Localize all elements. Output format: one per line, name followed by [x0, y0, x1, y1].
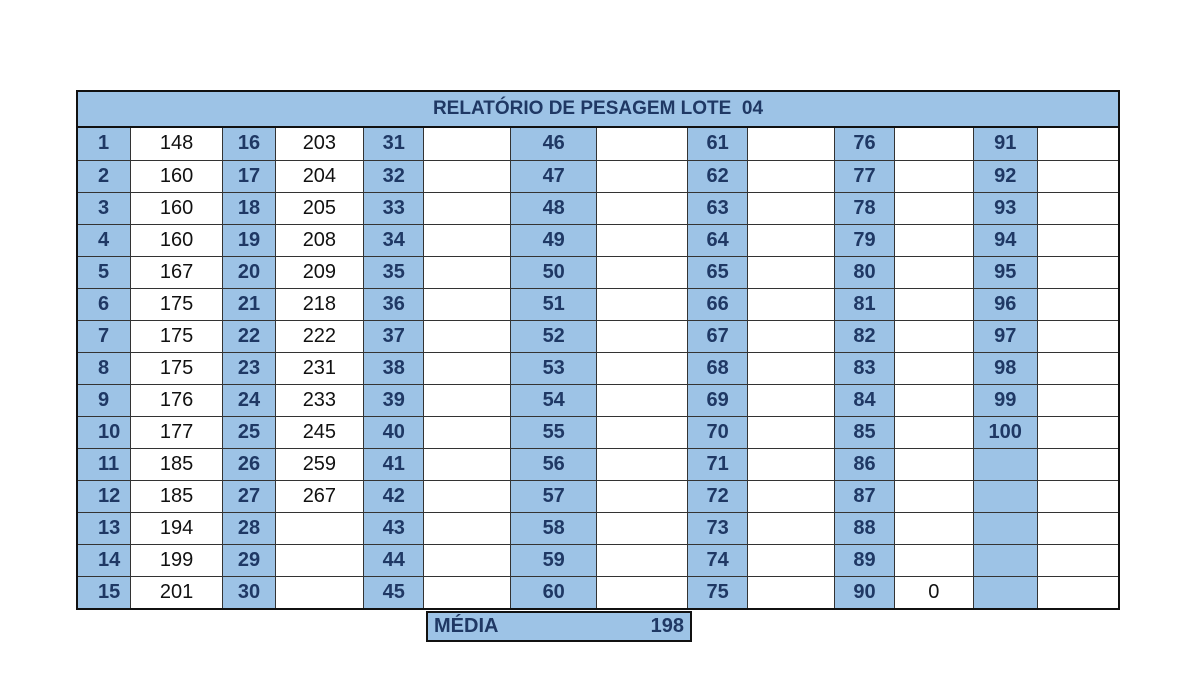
weight-cell: [895, 352, 973, 384]
weight-cell: [748, 288, 834, 320]
weight-cell: 218: [275, 288, 364, 320]
animal-number-cell: 58: [510, 512, 596, 544]
weight-cell: 160: [130, 160, 223, 192]
animal-number-cell: 71: [687, 448, 747, 480]
weight-cell: [424, 576, 510, 608]
weight-cell: 209: [275, 256, 364, 288]
animal-number-cell: 35: [364, 256, 424, 288]
animal-number-cell: 63: [687, 192, 747, 224]
animal-number-cell: 91: [973, 128, 1037, 160]
animal-number-cell: 72: [687, 480, 747, 512]
weight-cell: [1037, 512, 1118, 544]
animal-number-cell: 88: [834, 512, 894, 544]
table-row: [78, 224, 1118, 256]
animal-number-cell: 47: [510, 160, 596, 192]
weight-cell: [748, 384, 834, 416]
animal-number-cell: 19: [223, 224, 275, 256]
weight-cell: [424, 512, 510, 544]
weight-cell: 175: [130, 352, 223, 384]
weight-cell: 208: [275, 224, 364, 256]
weight-cell: [424, 448, 510, 480]
animal-number-cell: 4: [78, 224, 130, 256]
animal-number-cell: 94: [973, 224, 1037, 256]
weight-cell: [895, 224, 973, 256]
animal-number-cell: 37: [364, 320, 424, 352]
weight-cell: [597, 160, 688, 192]
animal-number-cell: 31: [364, 128, 424, 160]
weight-cell: [1037, 480, 1118, 512]
table-row: [78, 256, 1118, 288]
animal-number-cell: 36: [364, 288, 424, 320]
weight-cell: 160: [130, 192, 223, 224]
table-row: [78, 576, 1118, 608]
animal-number-cell: [973, 544, 1037, 576]
weight-cell: [748, 544, 834, 576]
weight-cell: [597, 128, 688, 160]
weight-cell: [1037, 160, 1118, 192]
animal-number-cell: 30: [223, 576, 275, 608]
animal-number-cell: 10: [78, 416, 130, 448]
weight-cell: [748, 320, 834, 352]
table-row: [78, 384, 1118, 416]
weight-cell: [424, 384, 510, 416]
animal-number-cell: 90: [834, 576, 894, 608]
animal-number-cell: 52: [510, 320, 596, 352]
weight-cell: [748, 256, 834, 288]
animal-number-cell: 59: [510, 544, 596, 576]
weight-cell: [1037, 544, 1118, 576]
weight-cell: 176: [130, 384, 223, 416]
weight-cell: [895, 480, 973, 512]
weight-cell: [895, 384, 973, 416]
animal-number-cell: 67: [687, 320, 747, 352]
weight-cell: [597, 416, 688, 448]
weight-cell: 160: [130, 224, 223, 256]
weight-cell: [1037, 352, 1118, 384]
animal-number-cell: 12: [78, 480, 130, 512]
animal-number-cell: 56: [510, 448, 596, 480]
weights-table: [78, 128, 1118, 608]
weight-cell: 175: [130, 288, 223, 320]
animal-number-cell: 80: [834, 256, 894, 288]
weight-cell: 259: [275, 448, 364, 480]
animal-number-cell: 99: [973, 384, 1037, 416]
animal-number-cell: 9: [78, 384, 130, 416]
animal-number-cell: 39: [364, 384, 424, 416]
weight-cell: [275, 544, 364, 576]
weight-cell: [597, 480, 688, 512]
weight-cell: 199: [130, 544, 223, 576]
weight-cell: [895, 256, 973, 288]
animal-number-cell: 16: [223, 128, 275, 160]
weight-cell: [597, 512, 688, 544]
animal-number-cell: 49: [510, 224, 596, 256]
average-box: [426, 611, 692, 642]
animal-number-cell: 85: [834, 416, 894, 448]
animal-number-cell: 11: [78, 448, 130, 480]
animal-number-cell: 8: [78, 352, 130, 384]
animal-number-cell: 66: [687, 288, 747, 320]
animal-number-cell: 22: [223, 320, 275, 352]
animal-number-cell: 33: [364, 192, 424, 224]
weight-cell: [597, 544, 688, 576]
animal-number-cell: 96: [973, 288, 1037, 320]
animal-number-cell: 14: [78, 544, 130, 576]
weight-cell: 185: [130, 448, 223, 480]
animal-number-cell: 6: [78, 288, 130, 320]
weight-cell: [597, 448, 688, 480]
animal-number-cell: 5: [78, 256, 130, 288]
animal-number-cell: 98: [973, 352, 1037, 384]
weight-cell: [748, 128, 834, 160]
animal-number-cell: 34: [364, 224, 424, 256]
weight-cell: 201: [130, 576, 223, 608]
animal-number-cell: [973, 512, 1037, 544]
animal-number-cell: 62: [687, 160, 747, 192]
weight-cell: [424, 544, 510, 576]
weight-cell: [597, 288, 688, 320]
animal-number-cell: 74: [687, 544, 747, 576]
weight-cell: [1037, 288, 1118, 320]
weight-cell: [748, 160, 834, 192]
animal-number-cell: 44: [364, 544, 424, 576]
animal-number-cell: [973, 448, 1037, 480]
animal-number-cell: 73: [687, 512, 747, 544]
table-row: [78, 160, 1118, 192]
table-row: [78, 352, 1118, 384]
weight-cell: 233: [275, 384, 364, 416]
weight-cell: [597, 224, 688, 256]
animal-number-cell: 24: [223, 384, 275, 416]
animal-number-cell: 17: [223, 160, 275, 192]
animal-number-cell: 78: [834, 192, 894, 224]
weight-cell: [1037, 256, 1118, 288]
weight-cell: 167: [130, 256, 223, 288]
weight-cell: [1037, 448, 1118, 480]
animal-number-cell: 48: [510, 192, 596, 224]
weight-cell: [1037, 576, 1118, 608]
animal-number-cell: 41: [364, 448, 424, 480]
animal-number-cell: 87: [834, 480, 894, 512]
animal-number-cell: 20: [223, 256, 275, 288]
animal-number-cell: 27: [223, 480, 275, 512]
weight-cell: 194: [130, 512, 223, 544]
animal-number-cell: 15: [78, 576, 130, 608]
table-row: [78, 128, 1118, 160]
weight-cell: 203: [275, 128, 364, 160]
weight-cell: [1037, 384, 1118, 416]
weight-cell: [275, 512, 364, 544]
weight-cell: [424, 160, 510, 192]
animal-number-cell: 83: [834, 352, 894, 384]
weight-cell: [424, 224, 510, 256]
animal-number-cell: 92: [973, 160, 1037, 192]
animal-number-cell: 50: [510, 256, 596, 288]
average-label: MÉDIA: [434, 615, 499, 637]
animal-number-cell: 82: [834, 320, 894, 352]
animal-number-cell: [973, 576, 1037, 608]
animal-number-cell: 38: [364, 352, 424, 384]
weight-cell: [1037, 320, 1118, 352]
animal-number-cell: 26: [223, 448, 275, 480]
weight-cell: [424, 288, 510, 320]
weight-cell: [597, 320, 688, 352]
animal-number-cell: 54: [510, 384, 596, 416]
weight-cell: 177: [130, 416, 223, 448]
animal-number-cell: [973, 480, 1037, 512]
weight-cell: [424, 320, 510, 352]
weight-cell: 148: [130, 128, 223, 160]
table-row: [78, 192, 1118, 224]
weight-cell: 245: [275, 416, 364, 448]
table-row: [78, 320, 1118, 352]
weight-cell: [748, 224, 834, 256]
weight-cell: [424, 416, 510, 448]
weight-cell: 267: [275, 480, 364, 512]
weight-cell: [748, 448, 834, 480]
animal-number-cell: 75: [687, 576, 747, 608]
animal-number-cell: 1: [78, 128, 130, 160]
weight-cell: [895, 128, 973, 160]
animal-number-cell: 28: [223, 512, 275, 544]
weight-cell: [424, 480, 510, 512]
weight-cell: [895, 160, 973, 192]
weight-cell: [597, 576, 688, 608]
weight-cell: 0: [895, 576, 973, 608]
animal-number-cell: 84: [834, 384, 894, 416]
weight-cell: [275, 576, 364, 608]
animal-number-cell: 64: [687, 224, 747, 256]
animal-number-cell: 13: [78, 512, 130, 544]
animal-number-cell: 65: [687, 256, 747, 288]
table-row: [78, 544, 1118, 576]
animal-number-cell: 57: [510, 480, 596, 512]
animal-number-cell: 89: [834, 544, 894, 576]
weight-cell: 231: [275, 352, 364, 384]
weight-cell: [424, 256, 510, 288]
table-row: [78, 480, 1118, 512]
animal-number-cell: 97: [973, 320, 1037, 352]
weight-cell: [1037, 416, 1118, 448]
weight-cell: [895, 512, 973, 544]
weight-cell: 222: [275, 320, 364, 352]
animal-number-cell: 93: [973, 192, 1037, 224]
weight-cell: [895, 288, 973, 320]
animal-number-cell: 7: [78, 320, 130, 352]
animal-number-cell: 55: [510, 416, 596, 448]
weight-cell: [597, 256, 688, 288]
animal-number-cell: 81: [834, 288, 894, 320]
weighing-report: [76, 90, 1120, 610]
weight-cell: [748, 352, 834, 384]
animal-number-cell: 70: [687, 416, 747, 448]
animal-number-cell: 68: [687, 352, 747, 384]
weight-cell: [1037, 224, 1118, 256]
average-value: 198: [650, 615, 684, 637]
weight-cell: [748, 192, 834, 224]
animal-number-cell: 51: [510, 288, 596, 320]
weight-cell: [748, 512, 834, 544]
table-row: [78, 448, 1118, 480]
report-title: RELATÓRIO DE PESAGEM LOTE 04: [78, 92, 1118, 128]
animal-number-cell: 53: [510, 352, 596, 384]
animal-number-cell: 32: [364, 160, 424, 192]
animal-number-cell: 69: [687, 384, 747, 416]
weight-cell: 205: [275, 192, 364, 224]
weight-cell: [597, 384, 688, 416]
animal-number-cell: 45: [364, 576, 424, 608]
weight-cell: [424, 352, 510, 384]
weight-cell: [424, 128, 510, 160]
animal-number-cell: 3: [78, 192, 130, 224]
weight-cell: [1037, 128, 1118, 160]
animal-number-cell: 76: [834, 128, 894, 160]
animal-number-cell: 23: [223, 352, 275, 384]
animal-number-cell: 42: [364, 480, 424, 512]
weight-cell: [424, 192, 510, 224]
table-row: [78, 512, 1118, 544]
weight-cell: [597, 352, 688, 384]
animal-number-cell: 18: [223, 192, 275, 224]
weight-cell: [748, 480, 834, 512]
animal-number-cell: 77: [834, 160, 894, 192]
weight-cell: [895, 192, 973, 224]
animal-number-cell: 43: [364, 512, 424, 544]
animal-number-cell: 46: [510, 128, 596, 160]
weight-cell: [748, 576, 834, 608]
animal-number-cell: 40: [364, 416, 424, 448]
animal-number-cell: 86: [834, 448, 894, 480]
weight-cell: [895, 448, 973, 480]
weight-cell: [895, 416, 973, 448]
table-row: [78, 288, 1118, 320]
animal-number-cell: 25: [223, 416, 275, 448]
weight-cell: [895, 544, 973, 576]
animal-number-cell: 100: [973, 416, 1037, 448]
weight-cell: [895, 320, 973, 352]
weight-cell: 175: [130, 320, 223, 352]
animal-number-cell: 79: [834, 224, 894, 256]
animal-number-cell: 61: [687, 128, 747, 160]
animal-number-cell: 2: [78, 160, 130, 192]
animal-number-cell: 95: [973, 256, 1037, 288]
animal-number-cell: 60: [510, 576, 596, 608]
animal-number-cell: 29: [223, 544, 275, 576]
weight-cell: [1037, 192, 1118, 224]
weight-cell: [597, 192, 688, 224]
weight-cell: 185: [130, 480, 223, 512]
weight-cell: 204: [275, 160, 364, 192]
animal-number-cell: 21: [223, 288, 275, 320]
weight-cell: [748, 416, 834, 448]
table-row: [78, 416, 1118, 448]
